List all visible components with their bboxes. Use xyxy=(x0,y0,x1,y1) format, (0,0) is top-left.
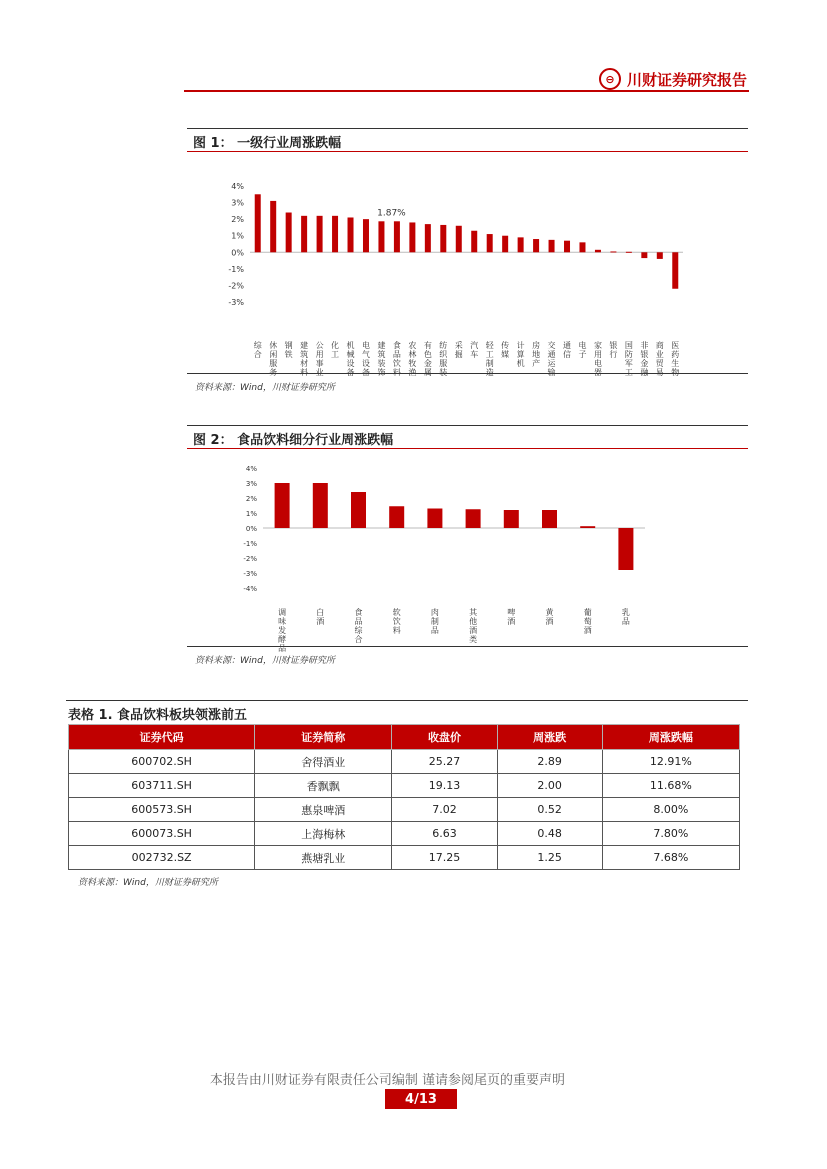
table-1-block xyxy=(66,700,748,893)
y-tick-label: 1% xyxy=(231,231,244,241)
y-tick-label: 2% xyxy=(245,495,257,503)
cell: 603711.SH xyxy=(69,774,255,798)
y-tick-label: 0% xyxy=(231,248,244,258)
x-category-label: 有色金属 xyxy=(423,341,432,377)
bar xyxy=(255,194,261,252)
x-category-label: 农林牧渔 xyxy=(408,341,417,377)
cell: 舍得酒业 xyxy=(255,750,392,774)
bar xyxy=(610,251,616,252)
x-category-label: 建筑材料 xyxy=(300,341,309,377)
cell: 惠泉啤酒 xyxy=(255,798,392,822)
x-category-label: 轻工制造 xyxy=(485,341,494,377)
x-category-label: 传媒 xyxy=(501,341,510,359)
x-category-label: 交通运输 xyxy=(547,341,556,377)
y-tick-label: 1% xyxy=(245,510,257,518)
top-gainers-table xyxy=(68,724,740,870)
cell: 上海梅林 xyxy=(255,822,392,846)
x-category-label: 采掘 xyxy=(454,341,463,359)
bar xyxy=(595,250,601,252)
cell: 香飘飘 xyxy=(255,774,392,798)
bar xyxy=(301,216,307,252)
bar xyxy=(317,216,323,252)
bar xyxy=(502,236,508,253)
bar xyxy=(466,509,481,528)
cell: 7.02 xyxy=(392,798,497,822)
x-category-label: 医药生物 xyxy=(671,341,680,377)
col-header: 收盘价 xyxy=(392,725,497,750)
y-tick-label: -1% xyxy=(228,264,244,274)
bar xyxy=(275,483,290,528)
y-tick-label: 0% xyxy=(245,525,257,533)
table-1-title: 表格 1. 食品饮料板块领涨前五 xyxy=(66,700,748,724)
x-category-label: 商业贸易 xyxy=(655,341,664,377)
cell: 25.27 xyxy=(392,750,497,774)
bar xyxy=(363,219,369,252)
y-tick-label: -3% xyxy=(243,570,257,578)
x-category-label: 食品饮料 xyxy=(392,341,401,377)
x-category-label: 白酒 xyxy=(316,608,325,626)
x-category-label: 电气设备 xyxy=(361,341,370,377)
cell: 17.25 xyxy=(392,846,497,870)
figure-1-title: 图 1： 一级行业周涨跌幅 xyxy=(187,128,748,152)
bar xyxy=(626,252,632,253)
cell: 燕塘乳业 xyxy=(255,846,392,870)
bar xyxy=(409,222,415,252)
y-tick-label: 3% xyxy=(231,198,244,208)
bar xyxy=(286,213,292,253)
cell: 2.00 xyxy=(497,774,602,798)
x-category-label: 黄酒 xyxy=(545,608,554,626)
bar xyxy=(672,252,678,288)
x-category-label: 食品综合 xyxy=(354,608,363,644)
bar xyxy=(378,221,384,252)
table-row xyxy=(69,750,740,774)
cell: 002732.SZ xyxy=(69,846,255,870)
cell: 600702.SH xyxy=(69,750,255,774)
cell: 0.52 xyxy=(497,798,602,822)
x-category-label: 肉制品 xyxy=(430,608,439,635)
x-category-label: 软饮料 xyxy=(392,608,401,635)
chart-industry-weekly-change xyxy=(187,152,748,377)
figure-1-source: 资料来源：Wind，川财证券研究所 xyxy=(187,373,748,393)
bar xyxy=(389,506,404,528)
cell: 1.25 xyxy=(497,846,602,870)
y-tick-label: -1% xyxy=(243,540,257,548)
bar xyxy=(542,510,557,528)
y-tick-label: 4% xyxy=(231,182,244,191)
table-row xyxy=(69,846,740,870)
bar xyxy=(487,234,493,252)
col-header: 证券代码 xyxy=(69,725,255,750)
x-category-label: 其他酒类 xyxy=(469,608,478,644)
page-number: 4/13 xyxy=(385,1089,457,1109)
report-brand xyxy=(599,68,747,90)
bar xyxy=(425,224,431,252)
bar xyxy=(657,252,663,259)
table-row xyxy=(69,822,740,846)
table-row xyxy=(69,798,740,822)
x-category-label: 通信 xyxy=(563,341,572,359)
cell: 8.00% xyxy=(602,798,739,822)
x-category-label: 化工 xyxy=(331,341,340,359)
y-tick-label: -3% xyxy=(228,298,244,307)
bar xyxy=(533,239,539,252)
y-tick-label: 3% xyxy=(245,480,257,488)
cell: 7.68% xyxy=(602,846,739,870)
bar xyxy=(504,510,519,528)
bar xyxy=(549,240,555,252)
col-header: 周涨跌幅 xyxy=(602,725,739,750)
x-category-label: 汽车 xyxy=(470,341,479,359)
x-category-label: 公用事业 xyxy=(315,341,324,377)
x-category-label: 机械设备 xyxy=(346,341,355,377)
bar xyxy=(580,526,595,528)
bar xyxy=(270,201,276,252)
bar xyxy=(471,231,477,253)
table-row xyxy=(69,774,740,798)
x-category-label: 国防军工 xyxy=(624,341,633,377)
cell: 2.89 xyxy=(497,750,602,774)
bar xyxy=(427,509,442,529)
chart-food-beverage-subindustry xyxy=(187,449,748,653)
figure-2-source: 资料来源：Wind，川财证券研究所 xyxy=(187,646,748,666)
cell: 600573.SH xyxy=(69,798,255,822)
figure-1 xyxy=(187,128,748,393)
x-category-label: 电子 xyxy=(578,341,587,359)
x-category-label: 啤酒 xyxy=(507,608,516,626)
data-label: 1.87% xyxy=(377,208,406,219)
x-category-label: 银行 xyxy=(609,341,618,359)
table-1-source: 资料来源：Wind，川财证券研究所 xyxy=(78,878,218,888)
figure-2 xyxy=(187,425,748,666)
bar xyxy=(313,483,328,528)
table-header-row xyxy=(69,725,740,750)
bar xyxy=(641,252,647,258)
cell: 6.63 xyxy=(392,822,497,846)
bar xyxy=(332,216,338,252)
x-category-label: 纺织服装 xyxy=(439,341,448,377)
bar xyxy=(564,241,570,253)
col-header: 证券简称 xyxy=(255,725,392,750)
x-category-label: 家用电器 xyxy=(593,341,602,377)
x-category-label: 综合 xyxy=(253,341,262,359)
cell: 0.48 xyxy=(497,822,602,846)
bar xyxy=(456,226,462,253)
cell: 12.91% xyxy=(602,750,739,774)
y-tick-label: -4% xyxy=(243,585,257,593)
bar xyxy=(579,242,585,252)
header-rule xyxy=(184,90,749,92)
x-category-label: 调味发酵品 xyxy=(278,608,287,653)
bar xyxy=(440,225,446,252)
x-category-label: 乳品 xyxy=(621,608,630,626)
bar xyxy=(618,528,633,570)
bar xyxy=(348,217,354,252)
cell: 19.13 xyxy=(392,774,497,798)
x-category-label: 葡萄酒 xyxy=(583,608,592,635)
x-category-label: 钢铁 xyxy=(284,341,293,359)
y-tick-label: 4% xyxy=(245,465,257,473)
cell: 600073.SH xyxy=(69,822,255,846)
x-category-label: 房地产 xyxy=(532,341,541,368)
y-tick-label: 2% xyxy=(231,215,244,225)
col-header: 周涨跌 xyxy=(497,725,602,750)
x-category-label: 计算机 xyxy=(516,341,525,368)
x-category-label: 非银金融 xyxy=(640,341,649,377)
bar xyxy=(394,221,400,252)
x-category-label: 休闲服务 xyxy=(269,341,278,377)
cell: 11.68% xyxy=(602,774,739,798)
bar xyxy=(518,237,524,252)
bar xyxy=(351,492,366,528)
cell: 7.80% xyxy=(602,822,739,846)
x-category-label: 建筑装饰 xyxy=(377,341,386,377)
y-tick-label: -2% xyxy=(228,281,244,291)
brand-text: 川财证券研究报告 xyxy=(626,70,747,89)
y-tick-label: -2% xyxy=(243,555,257,563)
footer-disclaimer: 本报告由川财证券有限责任公司编制 谨请参阅尾页的重要声明 xyxy=(209,1073,566,1088)
chuancai-logo-icon: ⊖ xyxy=(599,68,621,90)
figure-2-title: 图 2： 食品饮料细分行业周涨跌幅 xyxy=(187,425,748,449)
